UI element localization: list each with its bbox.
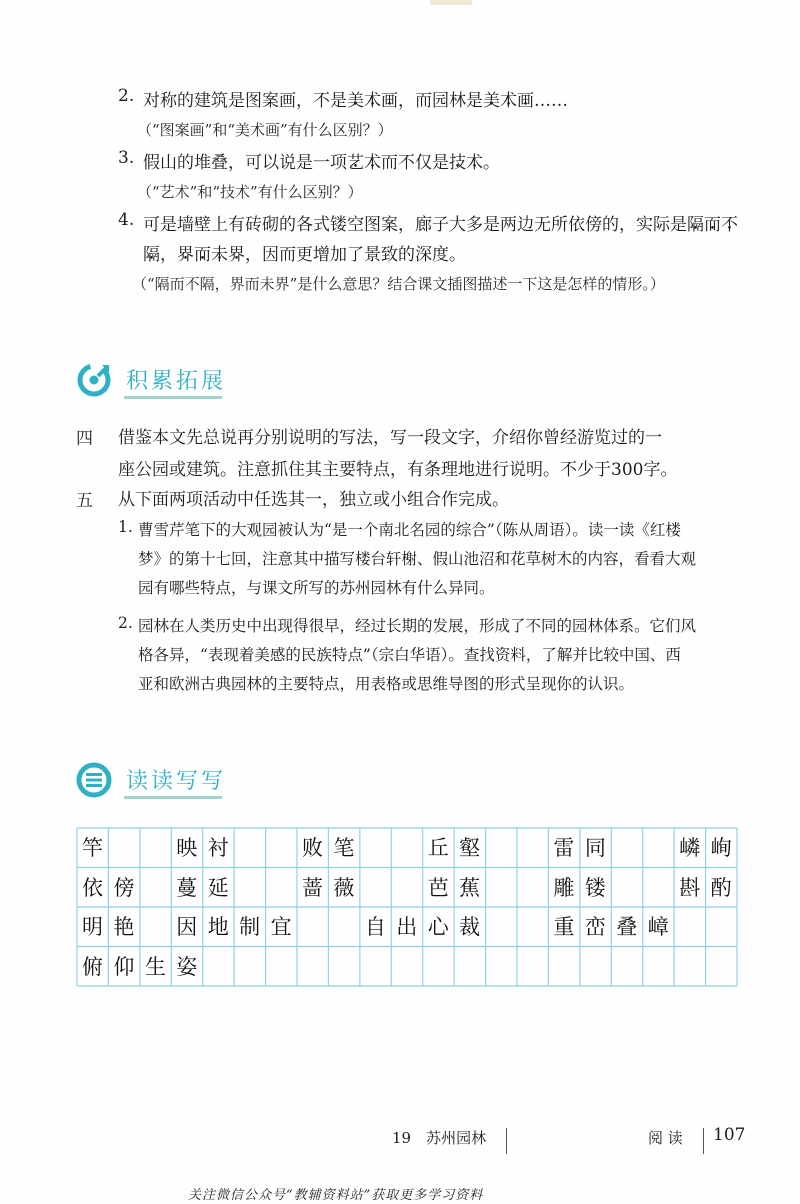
grid-char: 雷: [553, 836, 575, 860]
grid-char: 生: [144, 954, 166, 979]
footer-divider: [703, 1128, 704, 1154]
emphasized-char: 美: [483, 91, 500, 111]
grid-char: 明: [82, 915, 103, 939]
text-run: ，: [160, 245, 177, 265]
grid-char: 雕: [553, 875, 575, 900]
emphasized-char: 而: [704, 215, 721, 235]
question-number: 3.: [118, 148, 135, 168]
item-marker: 五: [76, 491, 93, 511]
grid-char: 艳: [113, 915, 135, 939]
emphasized-char: 隔: [687, 215, 704, 235]
grid-char: 同: [584, 836, 606, 860]
question-hint: （“隔而不隔，界而未界”是什么意思？结合课文插图描述一下这是怎样的情形。）: [132, 275, 665, 293]
emphasized-char: 技: [449, 153, 466, 173]
grid-char: 嶂: [647, 915, 669, 939]
emphasized-char: 术: [466, 153, 483, 173]
grid-char: 出: [396, 915, 418, 939]
emphasized-char: 术: [500, 91, 517, 111]
grid-char: 因: [176, 915, 198, 939]
subitem-text-line: 梦》的第十七回，注意其中描写楼台轩榭、假山池沼和花草树木的内容，看看大观: [138, 550, 697, 568]
question-text: [143, 210, 738, 235]
emphasized-char: 术: [364, 91, 381, 111]
grid-char: 嶙: [679, 836, 701, 860]
grid-char: 薇: [333, 875, 355, 900]
emphasized-char: 隔: [143, 245, 160, 265]
grid-char: 傍: [113, 875, 135, 900]
text-run: ……: [534, 91, 568, 111]
grid-char: 叠: [616, 915, 638, 939]
text-run: ，因而更增加了景致的深度。: [245, 245, 466, 265]
grid-char: 壑: [459, 836, 481, 860]
grid-char: 镂: [584, 875, 606, 900]
list-lines-icon: [76, 762, 112, 798]
grid-char: 酌: [710, 875, 732, 900]
emphasized-char: 不: [721, 215, 738, 235]
item-marker: 四: [76, 429, 93, 449]
page-number: 107: [713, 1125, 746, 1145]
grid-char: 制: [239, 915, 261, 939]
grid-char: 衬: [207, 836, 229, 860]
question-text: [143, 240, 466, 265]
grid-char: 映: [176, 836, 198, 860]
emphasized-char: 画: [517, 91, 534, 111]
grid-char: 斟: [679, 875, 701, 900]
emphasized-char: 界: [177, 245, 194, 265]
grid-char: 蔓: [176, 875, 198, 900]
grid-char: 笔: [333, 836, 355, 860]
text-run: 假山的堆叠，可以说是一项: [143, 153, 347, 173]
grid-char: 竿: [82, 836, 103, 860]
grid-char: 败: [302, 836, 323, 860]
footer-divider: [506, 1128, 507, 1154]
watermark: 关注微信公众号“教辅资料站”获取更多学习资料: [188, 1188, 484, 1203]
subitem-number: 2.: [118, 614, 133, 632]
subitem-text-line: 格各异，“表现着美感的民族特点”（宗白华语）。查找资料，了解并比较中国、西: [138, 646, 681, 664]
grid-char: 裁: [459, 915, 481, 939]
emphasized-char: 美: [347, 91, 364, 111]
refresh-arrow-icon: [76, 362, 112, 398]
subitem-text-line: 曹雪芹笔下的大观园被认为“是一个南北名园的综合”（陈从周语）。读一读《红楼: [138, 521, 681, 539]
footer-unit: 阅 读: [648, 1129, 683, 1147]
question-hint: （“图案画”和“美术画”有什么区别？）: [137, 121, 393, 139]
item-text-line: 座公园或建筑。注意抓住其主要特点，有条理地进行说明。不少于300字。: [118, 460, 678, 480]
footer-lesson: 19 苏州园林: [392, 1129, 487, 1147]
text-run: 而不仅是: [381, 153, 449, 173]
grid-char: 芭: [427, 875, 449, 900]
question-number: 2.: [118, 86, 135, 106]
grid-char: 峦: [584, 915, 606, 939]
text-run: 可是墙壁上有砖砌的各式镂空图案，廊子大多是两边无所依傍的，实际是: [143, 215, 687, 235]
subitem-text-line: 亚和欧洲古典园林的主要特点，用表格或思维导图的形式呈现你的认识。: [138, 675, 635, 693]
question-number: 4.: [118, 210, 135, 230]
emphasized-char: 艺: [347, 153, 364, 173]
subitem-number: 1.: [118, 518, 133, 536]
question-text: [143, 86, 568, 111]
grid-char: 依: [82, 875, 103, 900]
grid-char: 自: [364, 915, 386, 939]
grid-char: 俯: [82, 954, 103, 979]
subitem-text-line: 园有哪些特点，与课文所写的苏州园林有什么异同。: [138, 579, 495, 597]
emphasized-char: 术: [364, 153, 381, 173]
grid-char: 蕉: [459, 875, 481, 900]
grid-char: 重: [553, 915, 575, 939]
item-text-line: 借鉴本文先总说再分别说明的写法，写一段文字，介绍你曾经游览过的一: [118, 428, 662, 448]
emphasized-char: 画: [381, 91, 398, 111]
emphasized-char: 界: [228, 245, 245, 265]
emphasized-char: 而: [194, 245, 211, 265]
section-underline: [124, 796, 222, 799]
grid-char: 地: [207, 915, 229, 939]
grid-char: 姿: [176, 954, 198, 979]
grid-char: 蔷: [302, 875, 323, 900]
grid-char: 宜: [270, 915, 292, 939]
grid-char: 仰: [113, 954, 135, 979]
emphasized-char: 未: [211, 245, 228, 265]
page-top-mark: [430, 0, 472, 5]
text-run: 对称的建筑是图案画，不是: [143, 91, 347, 111]
grid-char: 峋: [710, 836, 732, 860]
section-title: 积累拓展: [126, 369, 227, 394]
text-run: ，而园林是: [398, 91, 483, 111]
item-text-line: 从下面两项活动中任选其一，独立或小组合作完成。: [118, 490, 509, 510]
text-run: 。: [483, 153, 500, 173]
question-hint: （“艺术”和“技术”有什么区别？）: [137, 183, 363, 201]
grid-char: 心: [427, 915, 449, 939]
section-underline: [124, 396, 222, 399]
word-grid: [76, 827, 738, 987]
grid-char: 丘: [427, 836, 449, 860]
grid-char: 延: [207, 875, 229, 900]
section-title: 读读写写: [126, 769, 227, 794]
subitem-text-line: 园林在人类历史中出现得很早，经过长期的发展，形成了不同的园林体系。它们风: [138, 617, 697, 635]
question-text: [143, 148, 500, 173]
